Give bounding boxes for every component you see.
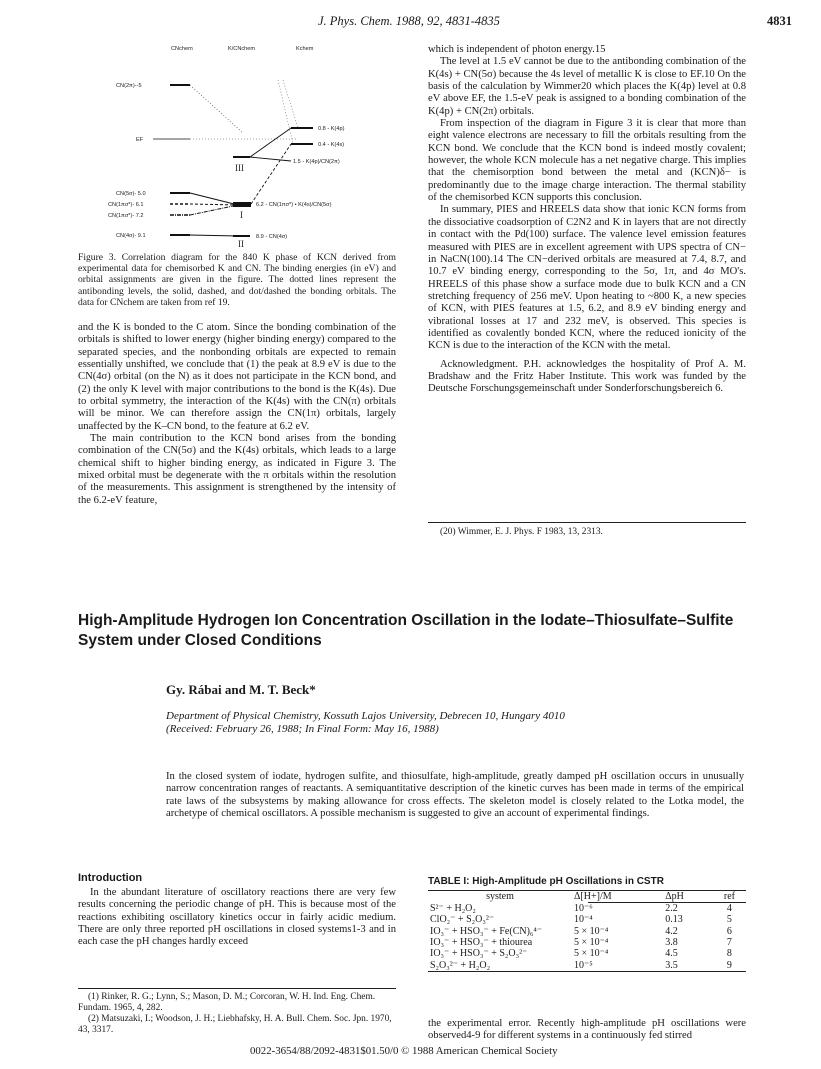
- th-system: system: [486, 891, 514, 902]
- label-mixed-1: 1.5 - K(4p)/CN(2π): [293, 159, 340, 165]
- label-cn4s-r: 8.9 - CN(4σ): [256, 234, 288, 240]
- left-column: [78, 322, 396, 507]
- left-para-1: and the K is bonded to the C atom. Since the bonding combination of the orbitals is shifted to lower energy (higher binding energy) compared to the separated species, and the nonbonding orbitals are expected to remain essentially unshifted, we conclude that (1) the peak at 8.9 eV is due to the CN(4σ) orbital (on the N) as it does not participate in the KCN bond, and (2) the only K level with major contributions to the bond is the K(4s). Due to orbital symmetry, the interaction of the K(4s) with the CN(π) orbitals will be minor. We can therefore assign the CN(1π) orbitals, largely unaffected by the K–CN bond, to the feature at 6.2 eV.: [78, 322, 396, 432]
- cell-ref: 5: [726, 914, 732, 926]
- cell-system: S₂O₃²⁻ + H₂O₂: [430, 959, 491, 971]
- affiliation-block: [166, 710, 766, 736]
- footnotes: [78, 992, 396, 1036]
- table-row: [428, 960, 746, 971]
- right-para-3: From inspection of the diagram in Figure 3 it is clear that more than eight valence electrons are necessary to fill the orbitals resulting from the KCN bond. We conclude that the KCN bond is indeed mostly covalent; however, the whole KCN molecule has a net negative charge. This implies that the chemisorption bond between the metal and (KCN)δ− is predominantly due to the image charge interaction. The thermal stability of the chemisorbed KCN supports this conclusion.: [428, 118, 746, 204]
- conn-r5: [278, 80, 293, 144]
- cell-dh: 10⁻⁴: [574, 914, 593, 926]
- cell-dph: 4.2: [665, 925, 678, 937]
- col-head-k: Kchem: [296, 46, 314, 52]
- cell-ref: 4: [726, 903, 732, 915]
- footnote-rule: [78, 988, 396, 989]
- cell-system: IO₃⁻ + HSO₃⁻ + Fe(CN)₆⁴⁻: [430, 925, 543, 937]
- intro-body: [78, 887, 396, 949]
- label-mixed-2: 6.2 - CN(1πσ*) • K(4s)/CN(5σ): [256, 202, 332, 208]
- intro-text: In the abundant literature of oscillatory reactions there are very few results concerning the periodic change of pH. This is because most of the reactions exhibiting oscillatory kinetics occur in fairly acidic medium. There are only three reported pH oscillations in closed systems1-3 and in each case the pH changes hardly exceed: [78, 887, 396, 948]
- label-k4s: 0.4 - K(4s): [318, 142, 345, 148]
- cell-system: IO₃⁻ + HSO₃⁻ + S₂O₃²⁻: [430, 948, 528, 960]
- cell-dh: 5 × 10⁻⁴: [574, 936, 609, 948]
- cell-ref: 9: [726, 959, 732, 971]
- cell-dph: 4.5: [665, 948, 678, 960]
- article-title: [78, 611, 768, 651]
- title-line-1: High-Amplitude Hydrogen Ion Concentration Oscillation in the Iodate–Thiosulfate–Sulfite: [78, 612, 734, 629]
- conn-1: [190, 85, 243, 133]
- cell-ref: 6: [726, 925, 732, 937]
- conn-r2: [250, 157, 291, 161]
- page-number: 4831: [767, 14, 792, 28]
- authors: Gy. Rábai and M. T. Beck*: [166, 682, 316, 697]
- conn-2: [190, 193, 238, 205]
- roman-ii: II: [238, 239, 244, 249]
- roman-iii: III: [235, 163, 244, 173]
- reference-rule: [428, 522, 746, 523]
- table-bottom-rule: [428, 971, 746, 972]
- table-row: [428, 914, 746, 925]
- page-footer: 0022-3654/88/2092-4831$01.50/0 © 1988 American Chemical Society: [250, 1045, 558, 1057]
- right-para-4: In summary, PIES and HREELS data show that ionic KCN forms from the dissociative coadsorption of C2N2 and K in layers that are not directly in contact with the Pd(100) surface. The valence level emission features measured with PIES are in excellent agreement with UPS spectra of CN− in NaCN(100).14 The CN−derived orbitals are measured at 7.4, 8.7, and 10.7 eV binding energy, corresponding to the 5σ, 1π, and 4σ MO's. HREELS of this phase show a surface mode due to bulk KCN and a CN stretching frequency of 256 meV. Upon heating to ~800 K, a new species of KCN, with PIES features at 1.5, 6.2, and 8.9 eV binding energy and vibrational losses at 17 and 232 meV, is observed. This species is identified as covalently bonded KCN, where the reduced ionicity of the KCN is due to the interaction of the KCN with the metal.: [428, 204, 746, 352]
- table-row: [428, 948, 746, 959]
- table-row: [428, 903, 746, 914]
- conn-4: [190, 205, 238, 215]
- after-table-text: the experimental error. Recently high-amplitude pH oscillations were observed4-9 for different systems in a continuously fed stirred: [428, 1018, 746, 1042]
- left-para-2: The main contribution to the KCN bond arises from the bonding combination of the CN(5σ) and the K(4s) orbitals, which leads to a large chemical shift to higher binding energy, as indicated in Figure 3. The mixed orbital must be degenerate with the π orbitals within the resolution of the measurements. This assignment is strengthened by the intensity of the 6.2-eV feature,: [78, 433, 396, 506]
- right-para-2: The level at 1.5 eV cannot be due to the antibonding combination of the K(4s) + CN(5σ) because the 4s level of metallic K is close to EF.10 On the basis of the calculation by Wimmer20 which places the K(4p) level at 0.8 eV above EF, the 1.5-eV peak is assigned to a bonding combination of the K(4p) + CN(2π) orbitals.: [428, 56, 746, 117]
- cell-dph: 3.8: [665, 936, 678, 948]
- title-line-2: System under Closed Conditions: [78, 632, 322, 649]
- cell-dph: 3.5: [665, 959, 678, 971]
- acknowledgment: Acknowledgment. P.H. acknowledges the hospitality of Prof A. M. Bradshaw and the Fritz Haber Institute. This work was funded by the Deutsche Forschungsgemeinschaft under Sonderforschungsbereich 6.: [428, 358, 746, 395]
- figure-caption: Figure 3. Correlation diagram for the 840 K phase of KCN derived from experimental data for chemisorbed K and CN. The binding energies (in eV) and orbital assignments are given in the figure. The dotted lines represent the antibonding levels, the solid, dashed, and dot/dashed the bonding orbitals. The data for CNchem are taken from ref 19.: [78, 252, 396, 308]
- table-row: [428, 926, 746, 937]
- conn-r3: [251, 144, 291, 204]
- cell-system: S²⁻ + H₂O₂: [430, 903, 476, 915]
- label-cn1pi-b: CN(1πσ*)- 7.2: [108, 213, 144, 219]
- reference-20: (20) Wimmer, E. J. Phys. F 1983, 13, 2313.: [440, 527, 603, 537]
- intro-heading: Introduction: [78, 872, 143, 884]
- right-column: [428, 44, 746, 396]
- right-para-1: which is independent of photon energy.15: [428, 44, 606, 55]
- th-dph: ΔpH: [665, 891, 684, 902]
- cell-dh: 5 × 10⁻⁴: [574, 948, 609, 960]
- abstract: In the closed system of iodate, hydrogen sulfite, and thiosulfate, high-amplitude, greatly damped pH oscillation occurs in unusually narrow concentration ranges of reactants. A semiquantitative description of the kinetic curves has been made in terms of the empirical rate laws of the subsystems by making allowance for cross effects. The skeleton model is closely related to the Lotka model, the archetype of chemical oscillators. A possible mechanism is suggested to give an account of experimental findings.: [166, 771, 744, 820]
- label-k4p: 0.8 - K(4p): [318, 126, 345, 132]
- label-cn1pi-a: CN(1πσ*)- 6.1: [108, 202, 144, 208]
- level-mid-i: [233, 202, 251, 207]
- col-head-kcn: K/CNchem: [228, 46, 256, 52]
- cell-dph: 2.2: [665, 903, 678, 915]
- cell-system: ClO₂⁻ + S₂O₃²⁻: [430, 914, 495, 926]
- conn-5: [190, 235, 238, 236]
- table-row: [428, 937, 746, 948]
- col-head-cn: CNchem: [171, 46, 193, 52]
- journal-citation: J. Phys. Chem. 1988, 92, 4831-4835: [318, 14, 500, 28]
- cell-dph: 0.13: [665, 914, 683, 926]
- cell-dh: 10⁻⁶: [574, 903, 593, 915]
- th-dh: Δ[H+]/M: [574, 891, 612, 902]
- footnote-2: (2) Matsuzaki, I.; Woodson, J. H.; Liebhafsky, H. A. Bull. Chem. Soc. Jpn. 1970, 43, 3317.: [78, 1014, 392, 1035]
- cell-ref: 8: [726, 948, 732, 960]
- table-body: [428, 891, 746, 971]
- table-header-row: [428, 891, 746, 902]
- label-cn5s: CN(5σ)- 5.0: [116, 191, 146, 197]
- label-cn4s: CN(4σ)- 9.1: [116, 233, 146, 239]
- roman-i: I: [240, 210, 243, 220]
- label-ef: EF: [136, 137, 144, 143]
- conn-3: [190, 204, 238, 205]
- affiliation: Department of Physical Chemistry, Kossuth Lajos University, Debrecen 10, Hungary 4010: [166, 710, 565, 722]
- correlation-diagram: [78, 40, 408, 255]
- table-1: [428, 876, 746, 972]
- table-title: TABLE I: High-Amplitude pH Oscillations in CSTR: [428, 876, 664, 887]
- right-continuation: [428, 1018, 746, 1043]
- received-dates: (Received: February 26, 1988; In Final Form: May 16, 1988): [166, 723, 439, 735]
- footnote-1: (1) Rinker, R. G.; Lynn, S.; Mason, D. M.; Corcoran, W. H. Ind. Eng. Chem. Fundam. 1965, 4, 282.: [78, 992, 376, 1013]
- cell-ref: 7: [726, 936, 732, 948]
- cell-dh: 5 × 10⁻⁴: [574, 925, 609, 937]
- conn-r4: [283, 80, 298, 128]
- label-cn2pi: CN(2π)--5: [116, 83, 142, 89]
- th-ref: ref: [723, 891, 735, 902]
- cell-system: IO₃⁻ + HSO₃⁻ + thiourea: [430, 936, 533, 948]
- cell-dh: 10⁻⁵: [574, 959, 593, 971]
